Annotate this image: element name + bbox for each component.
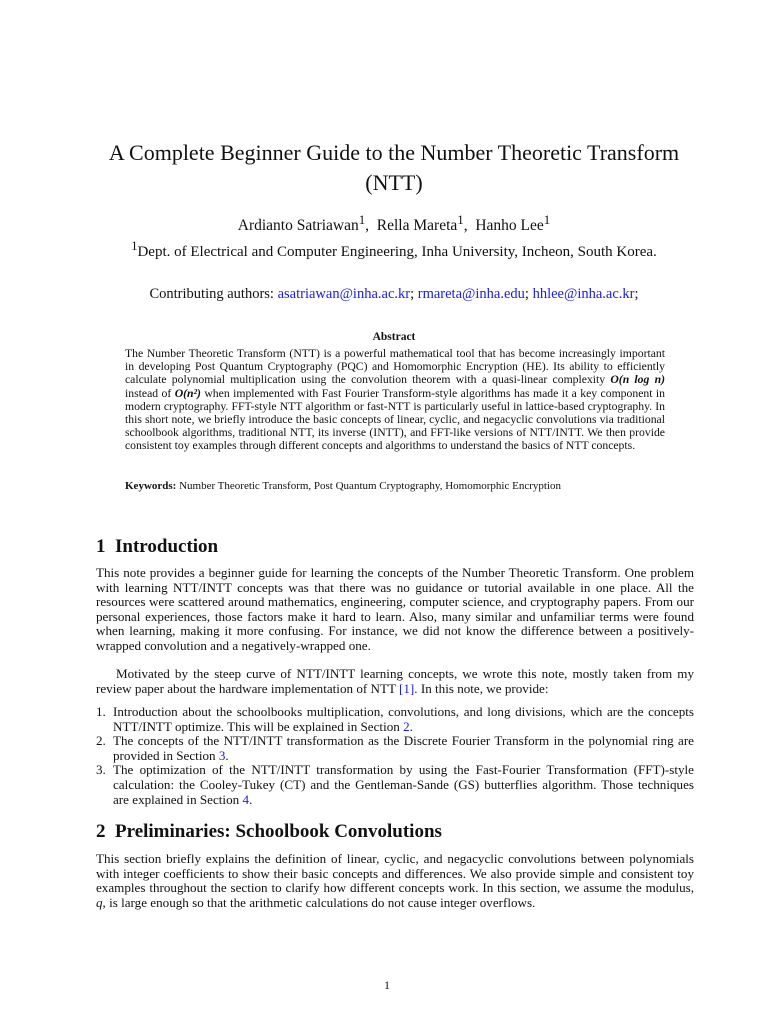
paragraph-text: , is large enough so that the arithmetic calculations do not cause integer overflows. — [102, 894, 536, 910]
list-text: The optimization of the NTT/INTT transformation by using the Fast-Fourier Transformation (FFT)-style calculation: the Cooley-Tukey (CT) and the Gentleman-Sande (GS) butterflies algorithm. Those techniques are explained in Section — [113, 762, 694, 807]
abstract-text: when implemented with Fast Fourier Transform-style algorithms has made it a key component in modern cryptography. FFT-style NTT algorithm or fast-NTT is particularly useful in lattice-based cryptography. In this short note, we briefly introduce the basic concepts of linear, cyclic, and negacyclic convolutions via traditional schoolbook algorithms, traditional NTT, its inverse (INTT), and FFT-like versions of NTT/INTT. We then provide consistent toy examples through different concepts and algorithms to understand the basics of NTT concepts. — [125, 386, 666, 453]
keywords-label: Keywords: — [125, 480, 177, 492]
section-ref-link[interactable]: 4 — [242, 791, 249, 807]
paragraph-text: This section briefly explains the definition of linear, cyclic, and negacyclic convolutions between polynomials with integer coefficients to show their basic concepts and differences. We also provide simple and consistent toy examples throughout the section to clarify how different concepts work. In this section, we assume the modulus, — [96, 851, 694, 896]
preliminaries-paragraph — [96, 852, 694, 910]
author-name: Rella Mareta — [376, 217, 458, 235]
list-end: . — [409, 718, 413, 734]
list-item — [96, 705, 694, 734]
modulus-symbol: q — [96, 894, 103, 910]
list-number: 3. — [96, 762, 106, 778]
list-number: 1. — [96, 704, 106, 719]
list-number: 2. — [96, 733, 106, 749]
page-number: 1 — [384, 978, 390, 992]
abstract-body — [125, 347, 665, 453]
author-sup: 1 — [457, 212, 464, 227]
section-title: Introduction — [115, 536, 219, 557]
email-link[interactable]: rmareta@inha.edu — [417, 286, 525, 302]
contrib-label: Contributing authors: — [149, 286, 274, 302]
contribution-list — [96, 705, 694, 807]
email-link[interactable]: asatriawan@inha.ac.kr — [277, 286, 411, 302]
author-name: Ardianto Satriawan — [237, 217, 359, 235]
paragraph-text: . In this note, we provide: — [414, 680, 549, 696]
author-list: Ardianto Satriawan$^1$, Rella Mareta$^1$, Hanho Lee$^1$ — [237, 212, 551, 235]
intro-paragraph-2 — [96, 667, 694, 696]
paragraph-text: Motivated by the steep curve of NTT/INTT learning concepts, we wrote this note, mostly taken from my review paper about the hardware implementation of NTT — [96, 666, 694, 696]
list-end: . — [225, 747, 229, 763]
section-ref-link[interactable]: 2 — [403, 718, 410, 734]
abstract-text: The Number Theoretic Transform (NTT) is a powerful mathematical tool that has become increasingly important in developing Post Quantum Cryptography (PQC) and Homomorphic Encryption (HE). Its ability to efficiently calculate polynomial multiplication using the convolution theorem with a quasi-linear complexity — [125, 347, 665, 387]
paper-title: A Complete Beginner Guide to the Number Theoretic Transform (NTT) — [108, 140, 680, 195]
keywords — [125, 480, 665, 492]
contributing-authors: Contributing authors: asatriawan@inha.ac.kr; rmareta@inha.edu; hhlee@inha.ac.kr; — [149, 286, 639, 302]
list-text: The concepts of the NTT/INTT transformation as the Discrete Fourier Transform in the polynomial ring are provided in Section — [113, 733, 694, 763]
list-text: Introduction about the schoolbooks multiplication, convolutions, and long divisions, which are the concepts NTT/INTT optimize. This will be explained in Section — [113, 704, 694, 734]
complexity-math: O(n log n) — [610, 373, 665, 387]
author-sup: 1 — [358, 212, 366, 227]
section-heading-introduction — [96, 536, 218, 558]
section-heading-preliminaries — [96, 821, 442, 843]
complexity-math: O(n²) — [174, 386, 201, 400]
affiliation-sup: 1 — [131, 239, 138, 253]
intro-paragraph: This note provides a beginner guide for learning the concepts of the Number Theoretic Transform. One problem with learning NTT/INTT concepts was that there was no guidance or tutorial available in one place. All the resources were scattered around mathematics, engineering, computer science, and cryptography papers. From our personal experiences, those factors make it hard to learn. Also, many similar and unfamiliar terms were found when learning, making it more confusing. For instance, we did not know the difference between a positively-wrapped convolution and a negatively-wrapped one. — [96, 565, 694, 653]
abstract-text: instead of — [125, 386, 175, 400]
section-number: 1 — [96, 536, 106, 557]
list-item — [96, 763, 694, 807]
email-link[interactable]: hhlee@inha.ac.kr — [532, 286, 635, 302]
abstract-heading: Abstract — [372, 331, 416, 343]
section-ref-link[interactable]: 3 — [218, 747, 226, 763]
affiliation — [96, 239, 692, 261]
section-number: 2 — [96, 821, 106, 842]
citation-link[interactable]: [1] — [399, 680, 415, 696]
keywords-text: Number Theoretic Transform, Post Quantum Cryptography, Homomorphic Encryption — [179, 480, 561, 492]
list-item — [96, 734, 694, 763]
author-sup: 1 — [543, 212, 551, 227]
affiliation-text: Dept. of Electrical and Computer Engineering, Inha University, Incheon, South Korea. — [137, 244, 657, 260]
list-end: . — [248, 791, 253, 807]
author-name: Hanho Lee — [475, 217, 544, 235]
section-title: Preliminaries: Schoolbook Convolutions — [115, 821, 442, 842]
